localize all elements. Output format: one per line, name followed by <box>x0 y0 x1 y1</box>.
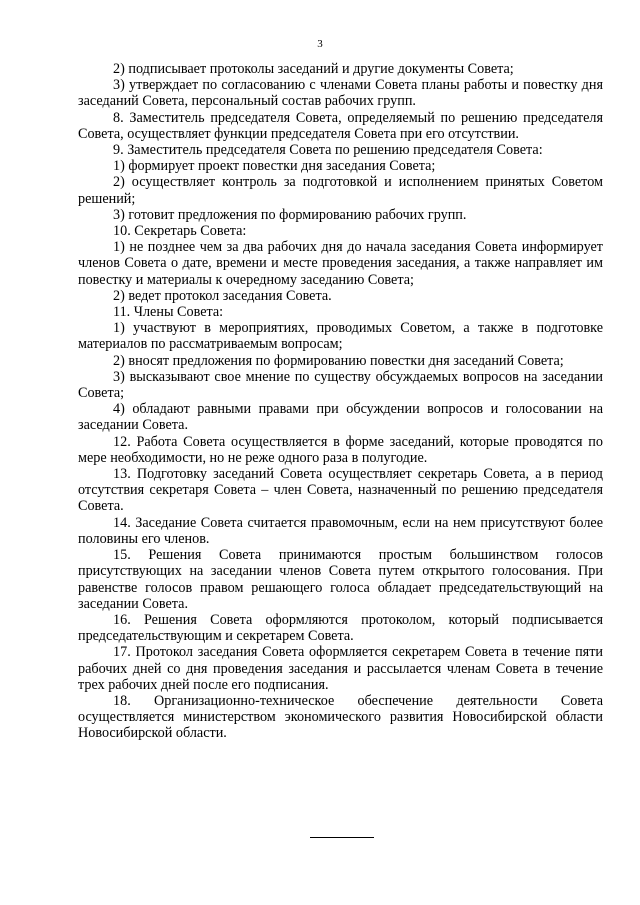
page-number: 3 <box>317 38 323 50</box>
paragraph: 2) подписывает протоколы заседаний и другие документы Совета; <box>113 61 514 77</box>
end-rule <box>310 837 374 838</box>
paragraph: 1) формирует проект повестки дня заседания Совета; <box>113 158 436 175</box>
paragraph: 3) утверждает по согласованию с членами Совета планы работы и повестку дня заседаний Совета, персональный состав рабочих групп. <box>78 77 603 110</box>
paragraph: 13. Подготовку заседаний Совета осуществляет секретарь Совета, а в период отсутствия секретаря Совета – член Совета, назначенный по решению председателя Совета. <box>78 466 603 515</box>
paragraph: 15. Решения Совета принимаются простым большинством голосов присутствующих на заседании членов Совета путем открытого голосования. При равенстве голосов правом решающего голоса обладает председательствующий на заседании Совета. <box>78 547 603 612</box>
paragraph: 3) готовит предложения по формированию рабочих групп. <box>113 206 467 223</box>
paragraph: 3) высказывают свое мнение по существу обсуждаемых вопросов на заседании Совета; <box>78 368 603 402</box>
paragraph: 1) не позднее чем за два рабочих дня до начала заседания Совета информирует членов Совета о дате, времени и месте проведения заседания, а также направляет им повестку и материалы к очередному заседанию Совета; <box>78 239 603 288</box>
document-body <box>78 61 603 742</box>
paragraph: 18. Организационно-техническое обеспечение деятельности Совета осуществляется министерством экономического развития Новосибирской области Новосибирской области. <box>78 692 603 742</box>
paragraph: 2) осуществляет контроль за подготовкой и исполнением принятых Советом решений; <box>78 174 603 207</box>
paragraph: 10. Секретарь Совета: <box>113 223 247 240</box>
paragraph: 8. Заместитель председателя Совета, определяемый по решению председателя Совета, осуществляет функции председателя Совета при его отсутствии. <box>78 109 603 142</box>
paragraph: 1) участвуют в мероприятиях, проводимых Советом, а также в подготовке материалов по рассматриваемым вопросам; <box>78 320 603 353</box>
paragraph: 12. Работа Совета осуществляется в форме заседаний, которые проводятся по мере необходимости, но не реже одного раза в полугодие. <box>78 433 603 466</box>
paragraph: 4) обладают равными правами при обсуждении вопросов и голосовании на заседании Совета. <box>78 401 603 434</box>
paragraph: 14. Заседание Совета считается правомочным, если на нем присутствуют более половины его членов. <box>78 514 603 547</box>
paragraph: 16. Решения Совета оформляются протоколом, который подписывается председательствующим и секретарем Совета. <box>78 611 603 645</box>
paragraph: 2) вносят предложения по формированию повестки дня заседаний Совета; <box>113 352 564 369</box>
paragraph: 11. Члены Совета: <box>113 304 224 321</box>
paragraph: 17. Протокол заседания Совета оформляется секретарем Совета в течение пяти рабочих дней со дня проведения заседания и рассылается членам Совета в течение трех рабочих дней после его подписания. <box>78 644 603 693</box>
paragraph: 9. Заместитель председателя Совета по решению председателя Совета: <box>113 142 543 159</box>
paragraph: 2) ведет протокол заседания Совета. <box>113 287 332 304</box>
